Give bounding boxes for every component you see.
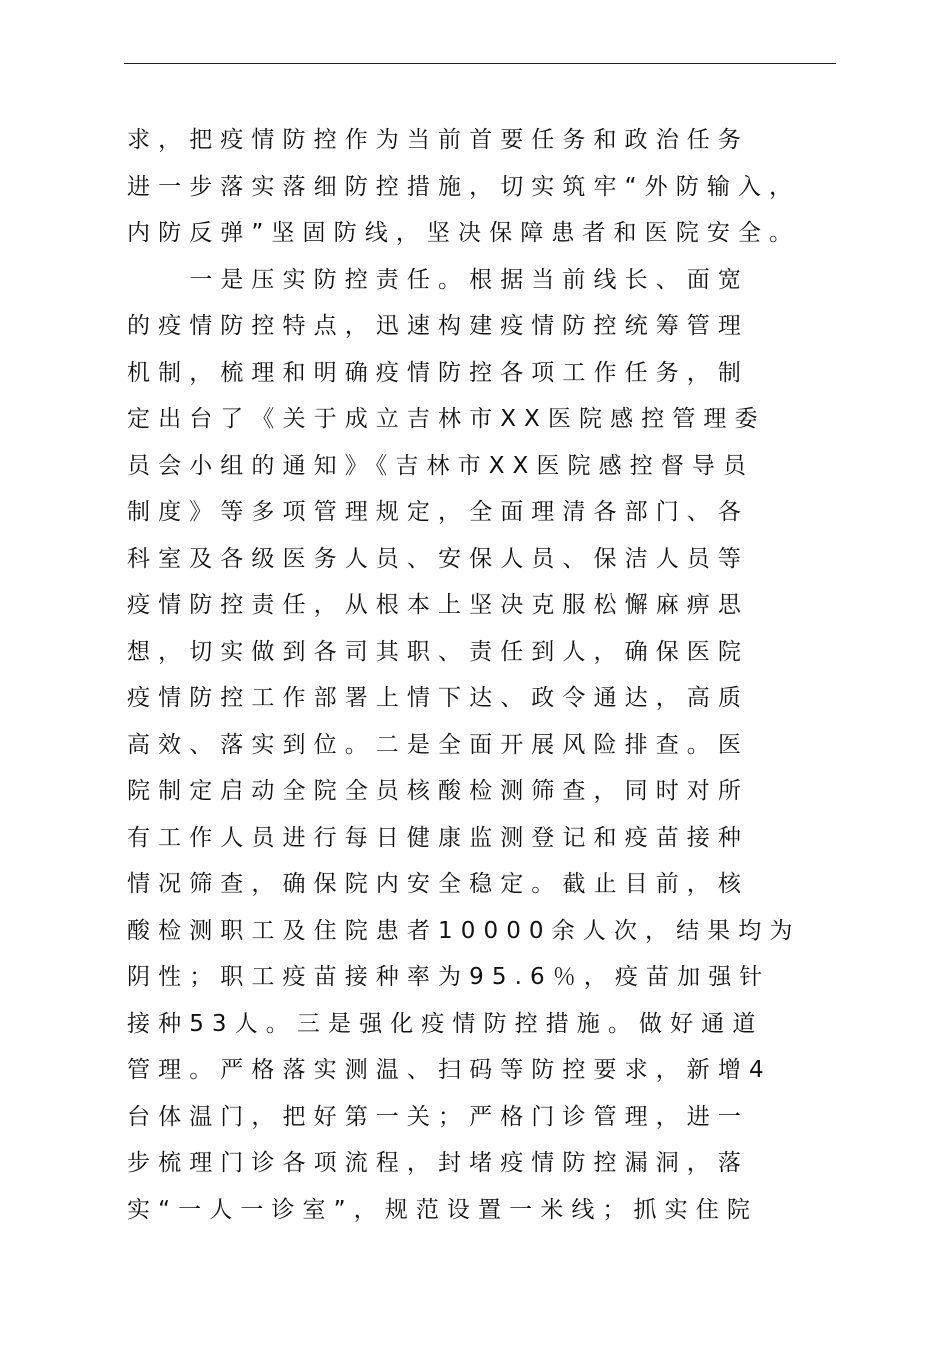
text-line: 情况筛查，确保院内安全稳定。截止目前，核: [127, 871, 749, 897]
text-line: 阴性；职工疫苗接种率为95.6％，疫苗加强针: [127, 964, 771, 990]
text-line: 定出台了《关于成立吉林市XX医院感控管理委: [127, 406, 766, 432]
text-line: 一是压实防控责任。根据当前线长、面宽: [127, 266, 749, 293]
text-line: 实“一人一诊室”，规范设置一米线；抓实住院: [127, 1196, 758, 1223]
text-line: 求，把疫情防控作为当前首要任务和政治任务: [127, 127, 749, 153]
text-line: 进一步落实落细防控措施，切实筑牢“外防输入，: [127, 173, 801, 200]
text-line: 制度》等多项管理规定，全面理清各部门、各: [127, 499, 749, 525]
text-line: 酸检测职工及住院患者10000余人次，结果均为: [127, 917, 801, 944]
text-line: 的疫情防控特点，迅速构建疫情防控统筹管理: [127, 313, 749, 339]
text-line: 机制，梳理和明确疫情防控各项工作任务，制: [127, 359, 749, 386]
text-line: 步梳理门诊各项流程，封堵疫情防控漏洞，落: [127, 1150, 749, 1176]
text-line: 院制定启动全院全员核酸检测筛查，同时对所: [127, 778, 749, 804]
text-line: 员会小组的通知》《吉林市XX医院感控督导员: [127, 452, 755, 479]
document-body: [127, 117, 847, 1233]
text-line: 想，切实做到各司其职、责任到人，确保医院: [127, 638, 749, 665]
text-line: 科室及各级医务人员、安保人员、保洁人员等: [127, 545, 749, 572]
text-line: 疫情防控责任，从根本上坚决克服松懈麻痹思: [127, 592, 749, 618]
text-line: 疫情防控工作部署上情下达、政令通达，高质: [127, 685, 749, 711]
header-rule: [124, 63, 836, 64]
text-line: 接种53人。三是强化疫情防控措施。做好通道: [127, 1010, 764, 1037]
text-line: 有工作人员进行每日健康监测登记和疫苗接种: [127, 824, 749, 851]
text-line: 高效、落实到位。二是全面开展风险排查。医: [127, 731, 749, 758]
text-line: 管理。严格落实测温、扫码等防控要求，新增4: [127, 1057, 772, 1083]
text-line: 内防反弹”坚固防线，坚决保障患者和医院安全。: [127, 220, 801, 246]
text-line: 台体温门，把好第一关；严格门诊管理，进一: [127, 1103, 749, 1130]
